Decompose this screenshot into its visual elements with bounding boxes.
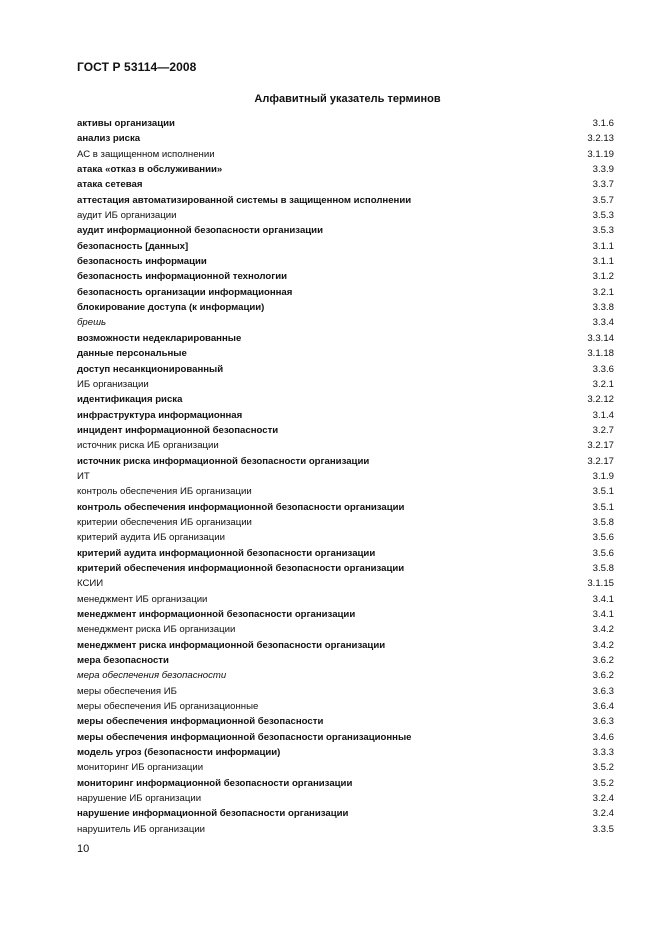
index-ref: 3.6.3: [592, 716, 614, 728]
index-term: мера обеспечения безопасности: [77, 670, 227, 682]
index-entry: [77, 592, 614, 607]
index-entry: [77, 638, 614, 653]
index-ref: 3.4.1: [592, 593, 614, 605]
index-entry: [77, 530, 614, 545]
index-term: менеджмент ИБ организации: [77, 593, 208, 605]
index-entry: [77, 653, 614, 668]
index-entry: [77, 745, 614, 760]
index-entry: [77, 730, 614, 745]
index-ref: 3.6.3: [592, 685, 614, 697]
index-entry: [77, 423, 614, 438]
index-entry: [77, 392, 614, 407]
index-entry: [77, 607, 614, 622]
index-ref: 3.4.1: [592, 609, 614, 620]
index-term: меры обеспечения ИБ организационные: [77, 701, 259, 713]
index-ref: 3.4.2: [592, 639, 614, 651]
index-ref: 3.2.17: [587, 440, 614, 452]
index-ref: 3.5.7: [592, 194, 614, 206]
index-ref: 3.5.2: [592, 762, 614, 774]
index-entry: [77, 177, 614, 192]
index-ref: 3.1.1: [592, 256, 614, 268]
index-ref: 3.2.4: [592, 808, 614, 820]
index-ref: 3.2.4: [592, 793, 614, 805]
index-title-row: [0, 93, 661, 105]
index-entry: [77, 362, 614, 377]
index-ref: 3.5.1: [592, 501, 614, 513]
index-term: мониторинг ИБ организации: [77, 762, 204, 774]
index-ref: 3.2.1: [592, 286, 614, 298]
index-entry: [77, 791, 614, 806]
index-ref: 3.2.17: [587, 455, 614, 467]
index-term: контроль обеспечения ИБ организации: [77, 486, 252, 498]
index-term: критерии обеспечения ИБ организации: [77, 516, 252, 528]
index-ref: 3.4.2: [592, 624, 614, 636]
index-entry: [77, 515, 614, 530]
index-entry: [77, 254, 614, 269]
index-entry: [77, 469, 614, 484]
index-entry: [77, 699, 614, 714]
index-ref: 3.5.8: [592, 562, 614, 574]
index-ref: 3.3.7: [592, 179, 614, 191]
index-term: идентификация риска: [77, 394, 183, 406]
index-ref: 3.3.5: [592, 823, 614, 835]
index-entry: [77, 684, 614, 699]
index-term: аудит ИБ организации: [77, 210, 177, 222]
index-ref: 3.5.1: [592, 486, 614, 498]
index-entry: [77, 147, 614, 162]
index-ref: 3.5.3: [592, 225, 614, 237]
index-term: доступ несанкционированный: [77, 363, 224, 375]
index-entry: [77, 377, 614, 392]
index-term: модель угроз (безопасности информации): [77, 747, 281, 759]
index-entry: [77, 576, 614, 591]
index-ref: 3.1.9: [592, 470, 614, 482]
index-entry: [77, 454, 614, 469]
index-entry: [77, 223, 614, 238]
index-term: аудит информационной безопасности организации: [77, 225, 323, 237]
index-term: безопасность информационной технологии: [77, 271, 288, 283]
index-term: источник риска ИБ организации: [77, 440, 219, 452]
index-term: инцидент информационной безопасности: [77, 424, 279, 436]
index-term: безопасность организации информационная: [77, 286, 293, 298]
index-entry: [77, 408, 614, 423]
index-term: данные персональные: [77, 348, 187, 360]
index-ref: 3.5.3: [592, 210, 614, 222]
index-term: атака сетевая: [77, 179, 143, 191]
index-term: меры обеспечения информационной безопасности организационные: [77, 731, 412, 743]
index-entry: [77, 668, 614, 683]
index-ref: 3.2.12: [587, 394, 614, 406]
index-ref: 3.2.13: [587, 133, 614, 145]
index-ref: 3.1.2: [592, 271, 614, 283]
index-entry: [77, 760, 614, 775]
index-term: ИТ: [77, 470, 90, 482]
index-entry: [77, 822, 614, 837]
index-ref: 3.2.1: [592, 378, 614, 390]
index-entry: [77, 193, 614, 208]
index-entry: [77, 331, 614, 346]
index-ref: 3.2.7: [592, 424, 614, 436]
index-term: аттестация автоматизированной системы в защищенном исполнении: [77, 194, 412, 206]
index-term: менеджмент риска информационной безопасности организации: [77, 639, 386, 651]
document-code: ГОСТ Р 53114—2008: [77, 60, 197, 74]
index-term: меры обеспечения информационной безопасности: [77, 716, 324, 728]
index-term: источник риска информационной безопасности организации: [77, 455, 370, 467]
index-entry: [77, 116, 614, 131]
index-term: безопасность [данных]: [77, 240, 189, 252]
index-term: мера безопасности: [77, 655, 169, 667]
index-term: менеджмент риска ИБ организации: [77, 624, 236, 636]
index-term: нарушитель ИБ организации: [77, 823, 206, 835]
index-entry: [77, 500, 614, 515]
index-entry: [77, 438, 614, 453]
index-term: активы организации: [77, 118, 175, 129]
index-ref: 3.6.2: [592, 670, 614, 682]
index-term: контроль обеспечения информационной безопасности организации: [77, 501, 405, 513]
index-ref: 3.1.6: [592, 118, 614, 129]
index-entry: [77, 315, 614, 330]
index-ref: 3.1.19: [587, 148, 614, 160]
index-term: нарушение информационной безопасности организации: [77, 808, 349, 820]
index-term: брешь: [77, 317, 107, 329]
index-ref: 3.1.15: [587, 578, 614, 590]
index-ref: 3.5.6: [592, 532, 614, 544]
index-ref: 3.4.6: [592, 731, 614, 743]
index-term: возможности недекларированные: [77, 332, 242, 344]
index-term: мониторинг информационной безопасности организации: [77, 777, 353, 789]
index-entry: [77, 162, 614, 177]
index-entry: [77, 622, 614, 637]
index-entry: [77, 776, 614, 791]
index-term: блокирование доступа (к информации): [77, 302, 265, 314]
index-ref: 3.3.8: [592, 302, 614, 314]
index-term: инфраструктура информационная: [77, 409, 243, 421]
index-ref: 3.3.14: [587, 332, 614, 344]
index-entry: [77, 131, 614, 146]
index-ref: 3.1.1: [592, 240, 614, 252]
index-entry: [77, 561, 614, 576]
page-number: 10: [77, 843, 90, 855]
index-term: критерий обеспечения информационной безопасности организации: [77, 562, 405, 574]
index-entry: [77, 300, 614, 315]
index-ref: 3.5.2: [592, 777, 614, 789]
index-ref: 3.6.4: [592, 701, 614, 713]
index-ref: 3.3.9: [592, 164, 614, 176]
index-ref: 3.3.4: [592, 317, 614, 329]
index-term: КСИИ: [77, 578, 104, 590]
index-entry: [77, 269, 614, 284]
index-entry: [77, 285, 614, 300]
index-term: меры обеспечения ИБ: [77, 685, 177, 697]
index-term: менеджмент информационной безопасности организации: [77, 609, 356, 620]
index-term: ИБ организации: [77, 378, 149, 390]
index-ref: 3.3.6: [592, 363, 614, 375]
index-ref: 3.1.4: [592, 409, 614, 421]
index-entry: [77, 346, 614, 361]
index-entry: [77, 208, 614, 223]
index-ref: 3.3.3: [592, 747, 614, 759]
term-index-list: [77, 116, 614, 837]
index-entry: [77, 714, 614, 729]
index-term: АС в защищенном исполнении: [77, 148, 215, 160]
index-entry: [77, 806, 614, 821]
index-ref: 3.1.18: [587, 348, 614, 360]
index-term: безопасность информации: [77, 256, 207, 268]
index-ref: 3.5.8: [592, 516, 614, 528]
index-term: критерий аудита ИБ организации: [77, 532, 225, 544]
index-entry: [77, 239, 614, 254]
index-title: Алфавитный указатель терминов: [254, 93, 441, 105]
index-ref: 3.5.6: [592, 547, 614, 559]
index-term: критерий аудита информационной безопасности организации: [77, 547, 376, 559]
index-term: нарушение ИБ организации: [77, 793, 202, 805]
index-ref: 3.6.2: [592, 655, 614, 667]
index-entry: [77, 484, 614, 499]
index-entry: [77, 546, 614, 561]
index-term: атака «отказ в обслуживании»: [77, 164, 223, 176]
index-term: анализ риска: [77, 133, 141, 145]
